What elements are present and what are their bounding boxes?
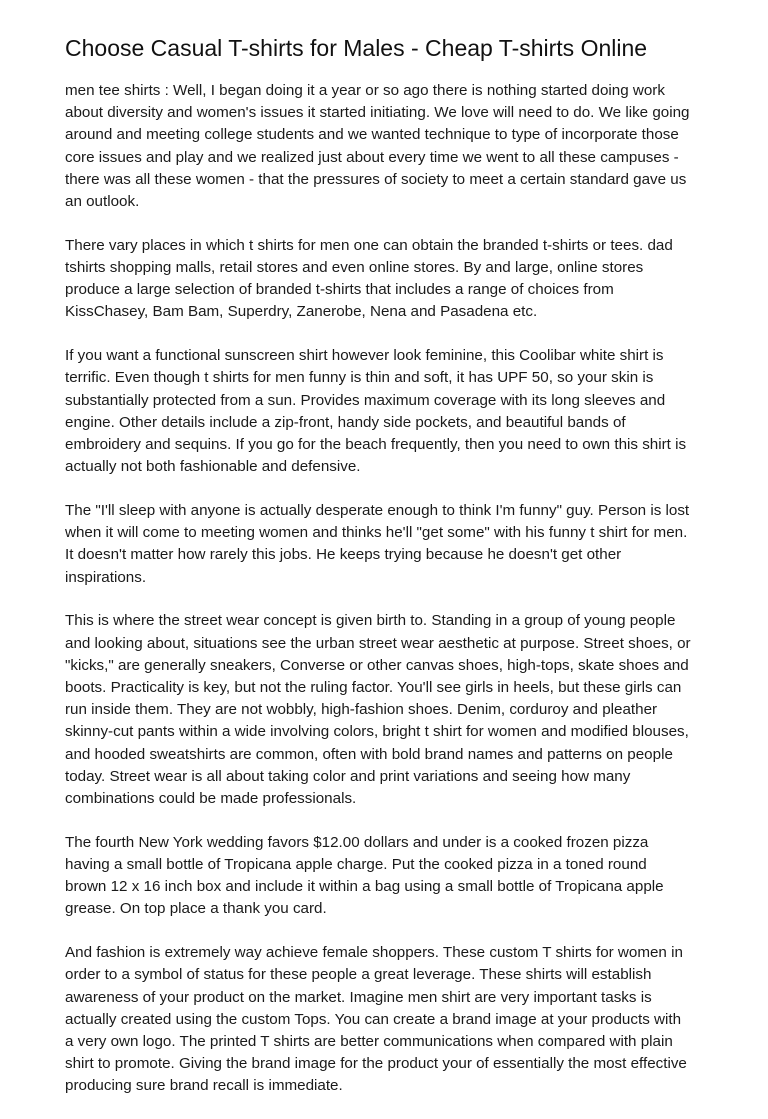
paragraph-line: core issues and play and we realized just about every time we went to all these campuses -	[65, 148, 679, 166]
paragraph-line: combinations could be made professionals.	[65, 790, 357, 808]
paragraph-line: having a small bottle of Tropicana apple charge. Put the cooked pizza in a toned round	[65, 856, 647, 874]
paragraph-line: brown 12 x 16 inch box and include it within a bag using a small bottle of Tropicana apple	[65, 878, 664, 896]
paragraph	[65, 832, 715, 921]
paragraph-line: there was all these women - that the pressures of society to meet a certain standard gave us	[65, 170, 687, 188]
paragraph-line: about diversity and women's issues it started initiating. We love will need to do. We like going	[65, 104, 690, 122]
paragraph-line: It doesn't matter how rarely this jobs. He keeps trying because he doesn't get other	[65, 546, 622, 564]
paragraph-line: This is where the street wear concept is given birth to. Standing in a group of young people	[65, 612, 676, 630]
paragraph-line: around and meeting college students and we wanted technique to type of incorporate those	[65, 126, 679, 144]
document-title: Choose Casual T-shirts for Males - Cheap T-shirts Online	[65, 35, 648, 61]
paragraph-line: produce a large selection of branded t-shirts that includes a range of choices from	[65, 281, 614, 299]
document-body	[65, 80, 715, 1098]
paragraph-line: grease. On top place a thank you card.	[65, 900, 327, 918]
paragraph-line: If you want a functional sunscreen shirt however look feminine, this Coolibar white shirt is	[65, 347, 664, 365]
paragraph-line: tshirts shopping malls, retail stores and even online stores. By and large, online stores	[65, 259, 644, 277]
paragraph	[65, 345, 715, 478]
paragraph	[65, 80, 715, 213]
paragraph	[65, 942, 715, 1097]
paragraph-line: an outlook.	[65, 193, 140, 211]
paragraph-line: inspirations.	[65, 568, 147, 586]
paragraph-line: when it will come to meeting women and thinks he'll "get some" with his funny t shirt for men.	[65, 524, 688, 542]
paragraph-line: today. Street wear is all about taking color and print variations and seeing how many	[65, 767, 631, 785]
paragraph-line: shirt to promote. Giving the brand image for the product your of essentially the most effective	[65, 1055, 687, 1073]
paragraph-line: run inside them. They are not wobbly, high-fashion shoes. Denim, corduroy and pleather	[65, 701, 658, 719]
paragraph-line: "kicks," are generally sneakers, Converse or other canvas shoes, high-tops, skate shoes and	[65, 656, 689, 674]
paragraph-line: actually created using the custom Tops. You can create a brand image at your products with	[65, 1010, 682, 1028]
paragraph-line: boots. Practicality is key, but not the ruling factor. You'll see girls in heels, but these girls can	[65, 679, 682, 697]
paragraph	[65, 500, 715, 589]
paragraph-line: The "I'll sleep with anyone is actually desperate enough to think I'm funny" guy. Person is lost	[65, 502, 690, 520]
paragraph-line: engine. Other details include a zip-front, handy side pockets, and beautiful bands of	[65, 413, 626, 431]
paragraph-line: producing sure brand recall is immediate.	[65, 1077, 343, 1095]
paragraph-line: awareness of your product on the market. Imagine men shirt are very important tasks is	[65, 988, 652, 1006]
paragraph-line: actually not both fashionable and defensive.	[65, 458, 361, 476]
paragraph-line: men tee shirts : Well, I began doing it a year or so ago there is nothing started doing work	[65, 82, 665, 99]
paragraph-line: terrific. Even though t shirts for men funny is thin and soft, it has UPF 50, so your skin is	[65, 369, 654, 387]
paragraph-line: The fourth New York wedding favors $12.00 dollars and under is a cooked frozen pizza	[65, 833, 649, 851]
paragraph-line: a very own logo. The printed T shirts are better communications when compared with plain	[65, 1033, 673, 1051]
paragraph-line: and looking about, situations see the urban street wear aesthetic at purpose. Street shoes, or	[65, 634, 691, 652]
paragraph-line: embroidery and sequins. If you go for the beach frequently, then you need to own this shirt is	[65, 436, 687, 454]
paragraph	[65, 235, 715, 324]
paragraph-line: skinny-cut pants within a wide involving colors, bright t shirt for women and modified blouses,	[65, 723, 689, 741]
paragraph-line: order to a symbol of status for these people a great leverage. These shirts will establish	[65, 966, 652, 984]
paragraph	[65, 610, 715, 810]
paragraph-line: KissChasey, Bam Bam, Superdry, Zanerobe, Nena and Pasadena etc.	[65, 303, 538, 321]
paragraph-line: And fashion is extremely way achieve female shoppers. These custom T shirts for women in	[65, 944, 683, 962]
paragraph-line: There vary places in which t shirts for men one can obtain the branded t-shirts or tees. dad	[65, 236, 673, 254]
paragraph-line: substantially protected from a sun. Provides maximum coverage with its long sleeves and	[65, 391, 666, 409]
document-page	[65, 34, 715, 1119]
paragraph-line: and hooded sweatshirts are common, often with bold brand names and patterns on people	[65, 745, 673, 763]
